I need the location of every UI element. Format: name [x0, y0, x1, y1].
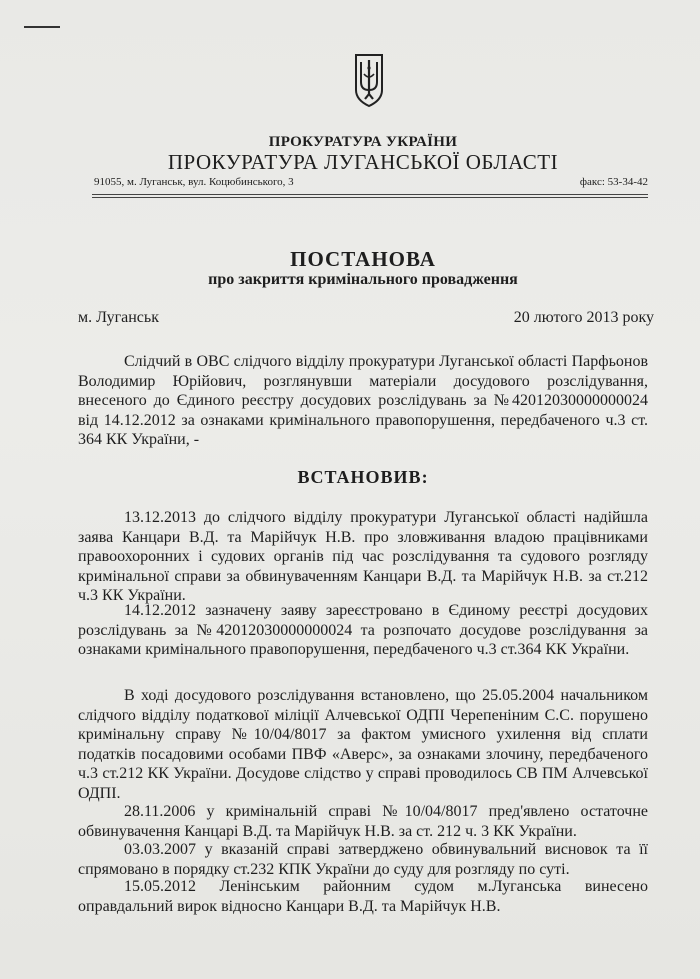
organization-fax: факс: 53-34-42: [579, 176, 648, 188]
trident-emblem-icon: [352, 52, 386, 108]
organization-address: 91055, м. Луганськ, вул. Коцюбинського, 3: [94, 176, 294, 188]
body-paragraph: 15.05.2012 Ленінським районним судом м.Луганська винесено оправдальний вирок відносно Канцари В.Д. та Марійчук Н.В.: [78, 878, 648, 915]
document-title: ПОСТАНОВА: [290, 247, 436, 271]
body-paragraph: 14.12.2012 зазначену заяву зареєстровано в Єдиному реєстрі досудових розслідувань за №42012030000000024 та розпочато досудове розслідування за ознаками кримінального правопорушення, передбаченого ч.3 ст.364 КК України.: [78, 602, 648, 658]
header-divider-top: [92, 194, 648, 195]
organization-name-luhansk: ПРОКУРАТУРА ЛУГАНСЬКОЇ ОБЛАСТІ: [167, 150, 559, 174]
document-date: 20 лютого 2013 року: [513, 309, 654, 326]
section-heading: ВСТАНОВИВ:: [297, 467, 429, 487]
body-paragraph: 03.03.2007 у вказаній справі затверджено обвинувальний висновок та її спрямовано в порядку ст.232 КПК України до суду для розгляду по суті.: [78, 841, 648, 878]
body-paragraph: 13.12.2013 до слідчого відділу прокуратури Луганської області надійшла заява Канцари В.Д. та Марійчук Н.В. про зловживання владою працівниками правоохоронних і судових органів під час розслідування та судового розгляду кримінальної справи за обвинуваченням Канцари В.Д. та Марійчук Н.В. за ст.212 ч.3 КК України.: [78, 509, 648, 604]
header-divider-bottom: [92, 197, 648, 198]
intro-paragraph: Слідчий в ОВС слідчого відділу прокуратури Луганської області Парфьонов Володимир Юрійович, розглянувши матеріали досудового розслідування, внесеного до Єдиного реєстру досудових розслідувань за №42012030000000024 від 14.12.2012 за ознаками кримінального правопорушення, передбаченого ч.3 ст. 364 КК України, -: [78, 353, 648, 448]
body-paragraph: В ході досудового розслідування встановлено, що 25.05.2004 начальником слідчого відділу податкової міліції Алчевської ОДПІ Черепеніним С.С. порушено кримінальну справу №10/04/8017 за фактом умисного ухилення від сплати податків посадовими особами ПВФ «Аверс», за ознаками злочину, передбаченого ч.3 ст.212 КК України. Досудове слідство у справі проводилось СВ ПМ Алчевської ОДПІ.: [78, 687, 648, 802]
document-city: м. Луганськ: [78, 309, 159, 326]
document-subtitle: про закриття кримінального провадження: [208, 271, 518, 288]
body-paragraph: 28.11.2006 у кримінальній справі №10/04/8017 пред'явлено остаточне обвинувачення Канцарі В.Д. та Марійчук Н.В. за ст. 212 ч. 3 КК України.: [78, 803, 648, 840]
organization-name-ukraine: ПРОКУРАТУРА УКРАЇНИ: [268, 134, 458, 150]
corner-mark: [24, 26, 60, 28]
